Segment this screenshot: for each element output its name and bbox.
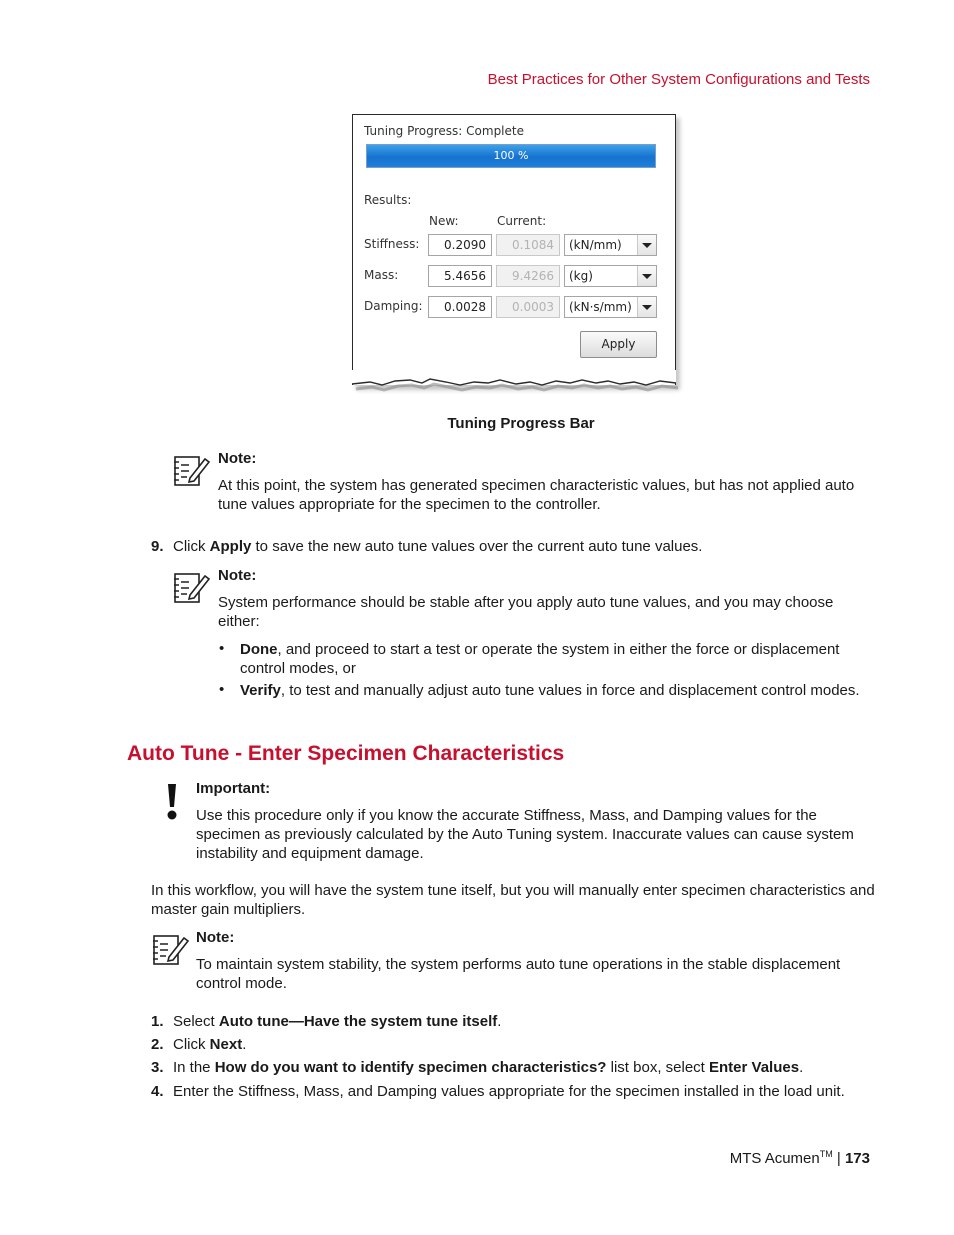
step2-pre: Click: [173, 1036, 210, 1053]
step3-number: 3.: [151, 1059, 164, 1076]
footer-separator: |: [832, 1150, 845, 1167]
bullet-done-text: , and proceed to start a test or operate the system in either the force or displacement control modes, or: [240, 641, 840, 677]
bullet-dot: •: [219, 681, 225, 698]
mass-current-value: 9.4266: [496, 265, 560, 287]
step9-number: 9.: [151, 538, 164, 555]
mass-unit-value: (kg): [569, 269, 593, 283]
note3-body: To maintain system stability, the system performs auto tune operations in the stable displacement control mode.: [196, 956, 841, 992]
step1-pre: Select: [173, 1013, 219, 1030]
bullet-done-bold: Done: [240, 641, 278, 658]
step2-text: [173, 1035, 873, 1054]
tuning-dialog: [352, 114, 676, 385]
bullet-verify-bold: Verify: [240, 682, 281, 699]
step4-text: Enter the Stiffness, Mass, and Damping values appropriate for the specimen installed in the load unit.: [173, 1083, 845, 1100]
step3-bold: How do you want to identify specimen characteristics?: [214, 1059, 607, 1076]
page-number: 173: [844, 1150, 870, 1167]
step2-bold: Next: [209, 1036, 243, 1053]
stiffness-unit-select[interactable]: [564, 234, 657, 256]
col-new-header: New:: [429, 214, 459, 228]
step9-pre: Click: [173, 538, 210, 555]
figure-caption: Tuning Progress Bar: [447, 415, 595, 432]
step3-post: list box, select: [606, 1059, 710, 1076]
mass-label: Mass:: [364, 268, 399, 282]
note2-bullet-verify: [240, 681, 880, 700]
page-footer: [730, 1149, 870, 1167]
important-exclamation-icon: [164, 782, 180, 822]
mass-unit-select[interactable]: [564, 265, 657, 287]
step1-text: [173, 1012, 873, 1031]
step9-post: to save the new auto tune values over the current auto tune values.: [251, 538, 703, 555]
damping-unit-select[interactable]: [564, 296, 657, 318]
footer-product: MTS Acumen: [729, 1150, 820, 1167]
progress-bar: [366, 144, 656, 168]
damping-new-input[interactable]: 0.0028: [428, 296, 492, 318]
col-current-header: Current:: [497, 214, 547, 228]
progress-text: 100 %: [493, 149, 529, 162]
chevron-down-icon[interactable]: [637, 235, 656, 255]
note-pencil-icon: [172, 568, 210, 606]
results-label: Results:: [364, 193, 412, 207]
torn-edge: [350, 370, 680, 400]
note2-title: Note:: [218, 567, 257, 584]
apply-button[interactable]: Apply: [580, 331, 657, 358]
step3-post2: .: [799, 1059, 804, 1076]
step3-pre: In the: [173, 1059, 215, 1076]
step9-text: [173, 537, 873, 556]
note1-title: Note:: [218, 450, 257, 467]
progress-label: Tuning Progress: Complete: [364, 124, 524, 138]
chevron-down-icon[interactable]: [637, 297, 656, 317]
step1-post: .: [497, 1013, 502, 1030]
step3-bold2: Enter Values: [709, 1059, 800, 1076]
note1-body: At this point, the system has generated specimen characteristic values, but has not applied auto tune values appropriate for the specimen to the controller.: [218, 477, 855, 513]
step1-number: 1.: [151, 1013, 164, 1030]
important-title: Important:: [196, 780, 271, 797]
damping-label: Damping:: [364, 299, 423, 313]
damping-unit-value: (kN·s/mm): [569, 300, 632, 314]
intro-paragraph: In this workflow, you will have the system tune itself, but you will manually enter specimen characteristics and master gain multipliers.: [151, 882, 875, 918]
bullet-dot: •: [219, 640, 225, 657]
important-body: Use this procedure only if you know the accurate Stiffness, Mass, and Damping values for the specimen as previously calculated by the Auto Tuning system. Inaccurate values can cause system instability and equipment damage.: [196, 807, 854, 862]
running-header: Best Practices for Other System Configurations and Tests: [487, 71, 870, 88]
damping-current-value: 0.0003: [496, 296, 560, 318]
footer-trademark: TM: [819, 1149, 833, 1159]
stiffness-new-input[interactable]: 0.2090: [428, 234, 492, 256]
note3-title: Note:: [196, 929, 235, 946]
stiffness-label: Stiffness:: [364, 237, 420, 251]
note2-bullet-done: [240, 640, 880, 678]
stiffness-unit-value: (kN/mm): [569, 238, 622, 252]
stiffness-current-value: 0.1084: [496, 234, 560, 256]
step3-text: [173, 1058, 883, 1077]
step2-number: 2.: [151, 1036, 164, 1053]
note-pencil-icon: [151, 930, 189, 968]
step1-bold: Auto tune—Have the system tune itself: [218, 1013, 498, 1030]
step4-number: 4.: [151, 1083, 164, 1100]
mass-new-input[interactable]: 5.4656: [428, 265, 492, 287]
step9-bold: Apply: [209, 538, 252, 555]
chevron-down-icon[interactable]: [637, 266, 656, 286]
step2-post: .: [242, 1036, 247, 1053]
note-pencil-icon: [172, 451, 210, 489]
section-title: Auto Tune - Enter Specimen Characteristics: [127, 742, 565, 765]
bullet-verify-text: , to test and manually adjust auto tune values in force and displacement control modes.: [280, 682, 860, 699]
note2-body: System performance should be stable after you apply auto tune values, and you may choose either:: [218, 594, 834, 630]
